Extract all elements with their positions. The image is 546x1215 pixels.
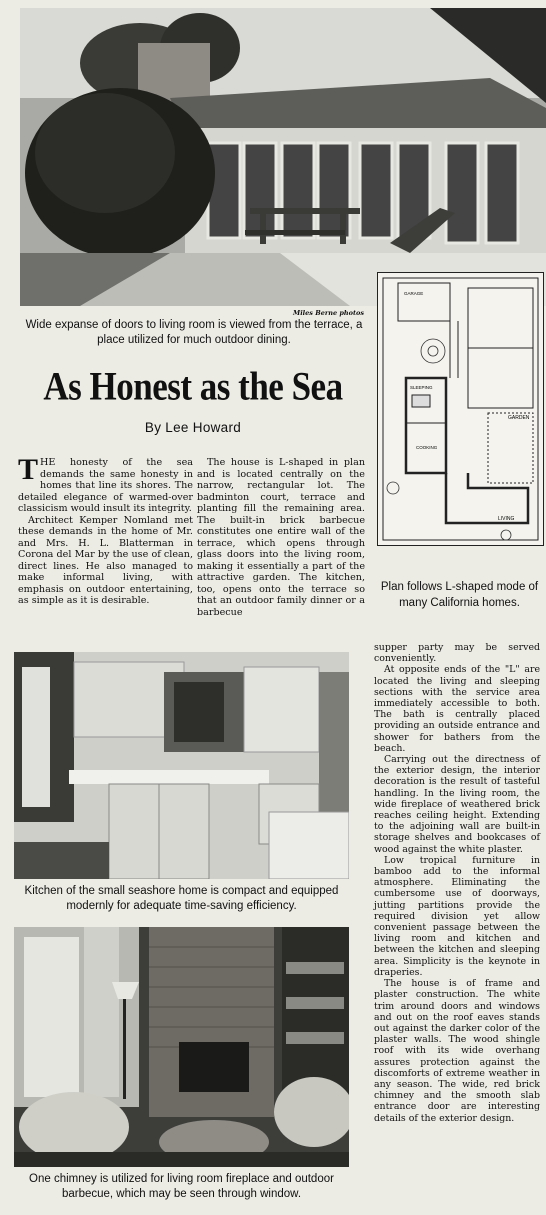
- article-column-2: [197, 457, 365, 618]
- fireplace-photo-image: [14, 927, 349, 1167]
- plan-label-garage: GARAGE: [404, 291, 424, 296]
- col3-paragraph: supper party may be served conveniently.: [374, 642, 540, 665]
- floor-plan-drawing: [378, 273, 543, 545]
- article-column-3: [374, 642, 540, 1124]
- fireplace-photo: [14, 927, 349, 1167]
- col3-paragraph: The house is of frame and plaster construction. The white trim around doors and windows and out on the roof eaves stands out against the darker color of the plaster walls. The wood shingle roof with its wide overhang assures protection against the discomforts of extreme weather in any season. The wide, red brick chimney and the smooth slab entrance door are interesting details of the exterior design.: [374, 978, 540, 1124]
- plan-label-sleeping: SLEEPING: [410, 385, 433, 390]
- plan-label-living: LIVING: [498, 516, 515, 522]
- terrace-photo-caption: Wide expanse of doors to living room is viewed from the terrace, a place utilized for much outdoor dining.: [25, 319, 363, 346]
- photo-credit: Miles Berne photos: [293, 309, 364, 317]
- plan-label-cooking: COOKING: [416, 445, 438, 450]
- kitchen-photo-image: [14, 652, 349, 879]
- col1-paragraph: HE honesty of the sea demands the same honesty in homes that line its shores. The detailed elegance of warmed-over classicism would insult its integrity.: [18, 457, 193, 514]
- plan-label-garden: GARDEN: [508, 415, 530, 421]
- kitchen-photo: [14, 652, 349, 879]
- col3-paragraph: At opposite ends of the "L" are located the living and sleeping sections with the service area immediately accessible to both. The bath is centrally placed providing an outside entrance and shower for bathers from the beach.: [374, 664, 540, 754]
- byline: By Lee Howard: [144, 420, 242, 435]
- floor-plan: [377, 272, 544, 546]
- dropcap: T: [18, 453, 39, 486]
- kitchen-photo-caption: Kitchen of the small seashore home is compact and equipped modernly for adequate time-saving efficiency.: [24, 885, 339, 912]
- col2-paragraph: The house is L-shaped in plan and is located centrally on the narrow, rectangular lot. The badminton court, terrace and planting fill the remaining area. The built-in brick barbecue constitutes one entire wall of the terrace, which opens through glass doors into the living room, making it essentially a part of the attractive garden. The kitchen, too, opens onto the terrace so that an outdoor family dinner or a barbecue: [197, 457, 365, 618]
- article-column-1: [18, 453, 193, 607]
- terrace-photo: [20, 8, 546, 306]
- headline: As Honest as the Sea: [43, 364, 343, 409]
- fireplace-photo-caption: One chimney is utilized for living room fireplace and outdoor barbecue, which may be seen through window.: [29, 1173, 334, 1200]
- col3-paragraph: Low tropical furniture in bamboo add to the informal atmosphere. Eliminating the cumbersome use of doorways, jutting partitions provide the required division yet allow convenient passage between the living room and kitchen and between the kitchen and sleeping area. Simplicity is the keynote in draperies.: [374, 854, 540, 978]
- col1-paragraph: Architect Kemper Nomland met these demands in the home of Mr. and Mrs. H. L. Blatterman in Corona del Mar by the use of clean, direct lines. He also managed to make informal living, with emphasis on outdoor entertaining, as simple as it is desirable.: [18, 514, 193, 606]
- terrace-photo-image: [20, 8, 546, 306]
- col3-paragraph: Carrying out the directness of the exterior design, the interior decoration is the result of tasteful handling. In the living room, the wide fireplace of weathered brick reaches ceiling height. Extending to the adjoining wall are built-in storage shelves and bookcases of wood against the white plaster.: [374, 754, 540, 855]
- plan-caption: Plan follows L-shaped mode of many California homes.: [380, 581, 539, 609]
